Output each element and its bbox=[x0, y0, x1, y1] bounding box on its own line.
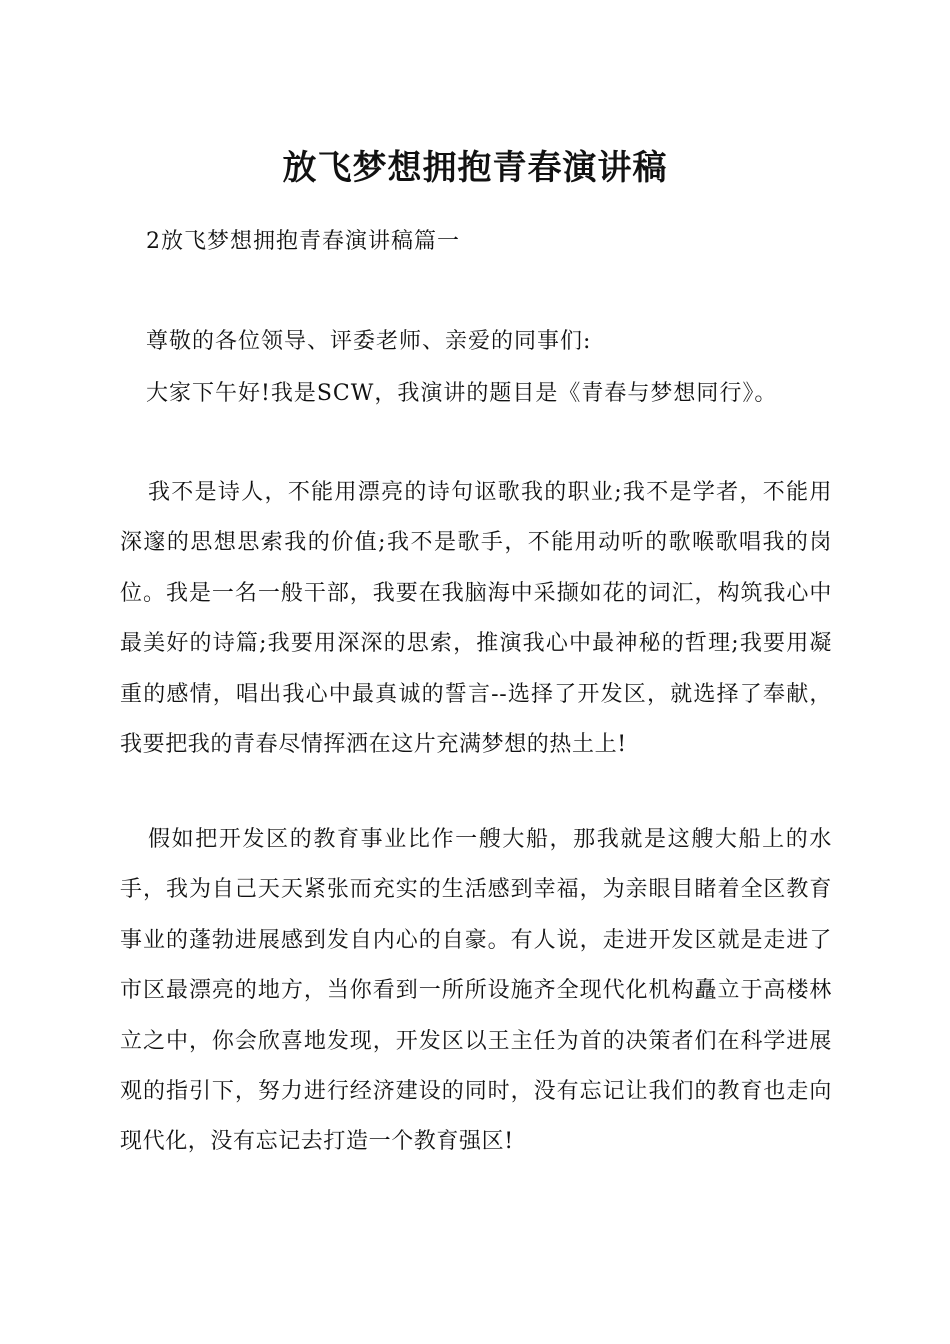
greeting-line: 尊敬的各位领导、评委老师、亲爱的同事们: bbox=[146, 329, 592, 354]
intro-line: 大家下午好!我是SCW，我演讲的题目是《青春与梦想同行》。 bbox=[146, 381, 778, 406]
document-subtitle: 2放飞梦想拥抱青春演讲稿篇一 bbox=[146, 229, 460, 254]
body-paragraph-2: 假如把开发区的教育事业比作一艘大船，那我就是这艘大船上的水手，我为自己天天紧张而充实的生活感到幸福，为亲眼目睹着全区教育事业的蓬勃进展感到发自内心的自豪。有人说，走进开发区就是走进了市区最漂亮的地方，当你看到一所所设施齐全现代化机构矗立于高楼林立之中，你会欣喜地发现，开发区以王主任为首的决策者们在科学进展观的指引下，努力进行经济建设的同时，没有忘记让我们的教育也走向现代化，没有忘记去打造一个教育强区! bbox=[120, 827, 832, 1155]
document-title: 放飞梦想拥抱青春演讲稿 bbox=[282, 148, 668, 188]
body-paragraph-1: 我不是诗人，不能用漂亮的诗句讴歌我的职业;我不是学者，不能用深邃的思想思索我的价值;我不是歌手，不能用动听的歌喉歌唱我的岗位。我是一名一般干部，我要在我脑海中采撷如花的词汇，构筑我心中最美好的诗篇;我要用深深的思索，推演我心中最神秘的哲理;我要用凝重的感情，唱出我心中最真诚的誓言--选择了开发区，就选择了奉献，我要把我的青春尽情挥洒在这片充满梦想的热土上! bbox=[120, 480, 832, 758]
